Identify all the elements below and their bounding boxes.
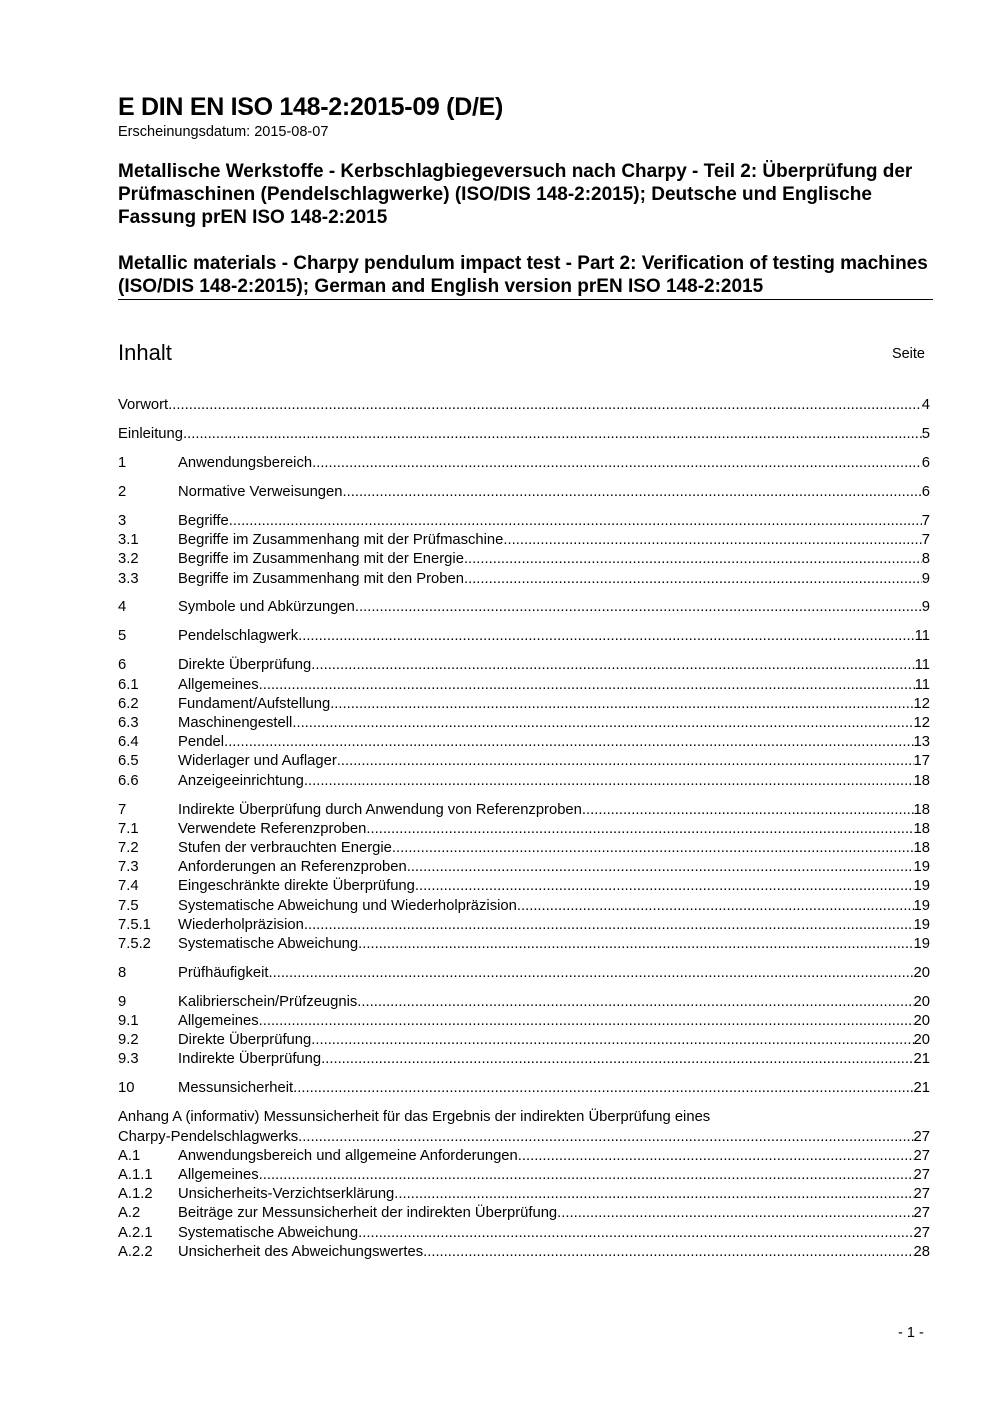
toc-entry-line [178, 1012, 930, 1031]
toc-entry[interactable] [118, 1031, 930, 1050]
toc-dot-leader [224, 733, 913, 752]
toc-entry[interactable] [118, 425, 930, 444]
toc-entry-page: 9 [921, 570, 930, 587]
toc-entry-number: 1 [118, 454, 127, 471]
toc-entry[interactable] [118, 1224, 930, 1243]
toc-entry-number: 8 [118, 964, 127, 981]
toc-entry-line [178, 454, 930, 473]
toc-dot-leader [366, 820, 913, 839]
toc-entry-number: A.2 [118, 1205, 141, 1222]
toc-dot-leader [311, 656, 914, 675]
toc-dot-leader [423, 1243, 913, 1262]
toc-entry-title: Begriffe im Zusammenhang mit den Proben [178, 570, 464, 587]
german-title: Metallische Werkstoffe - Kerbschlagbiegeversuch nach Charpy - Teil 2: Überprüfung der Prüfmaschinen (Pendelschlagwerke) (ISO/DIS 148-2:2015); Deutsche und Englische Fassung prEN ISO 148-2:2015 [118, 161, 913, 228]
toc-dot-leader [293, 1079, 913, 1098]
toc-entry-page: 20 [913, 993, 930, 1010]
toc-entry-line [178, 627, 930, 646]
toc-entry-line [178, 801, 930, 820]
toc-dot-leader [355, 598, 922, 617]
toc-entry-line [118, 425, 930, 444]
toc-entry-title: Anzeigeeinrichtung [178, 772, 304, 789]
toc-entry[interactable] [118, 801, 930, 820]
toc-entry-number: 5 [118, 628, 127, 645]
toc-entry-title: Beiträge zur Messunsicherheit der indirekten Überprüfung [178, 1205, 558, 1222]
toc-entry[interactable] [118, 993, 930, 1012]
toc-entry-line [178, 598, 930, 617]
toc-entry-line [178, 993, 930, 1012]
toc-dot-leader [168, 396, 922, 415]
toc-entry-number: 6.2 [118, 695, 139, 712]
toc-entry-number: 9 [118, 993, 127, 1010]
toc-dot-leader [557, 1204, 913, 1223]
toc-dot-leader [298, 1128, 913, 1147]
toc-entry-page: 12 [913, 715, 930, 732]
toc-entry-page: 19 [913, 935, 930, 952]
toc-dot-leader [415, 877, 914, 896]
toc-entry-number: 7 [118, 801, 127, 818]
toc-entry-title: Fundament/Aufstellung [178, 695, 331, 712]
toc-entry-page: 20 [913, 1032, 930, 1049]
toc-entry-line [178, 752, 930, 771]
toc-entry-title: Einleitung [118, 425, 183, 442]
toc-entry-number: 3 [118, 512, 127, 529]
toc-entry-line [178, 877, 930, 896]
toc-entry-page: 7 [921, 512, 930, 529]
toc-entry-page: 27 [913, 1186, 930, 1203]
toc-entry-number: 6.6 [118, 772, 139, 789]
toc-entry[interactable] [118, 916, 930, 935]
toc-entry[interactable] [118, 772, 930, 791]
publication-date: Erscheinungsdatum: 2015-08-07 [118, 124, 329, 140]
toc-entry-number: 7.3 [118, 859, 139, 876]
toc-dot-leader [304, 772, 914, 791]
toc-entry-page: 18 [913, 839, 930, 856]
toc-entry-number: 7.2 [118, 839, 139, 856]
toc-entry[interactable] [118, 483, 930, 502]
toc-dot-leader [358, 935, 913, 954]
toc-entry-number: 9.2 [118, 1032, 139, 1049]
document-id-title: E DIN EN ISO 148-2:2015-09 (D/E) [118, 93, 503, 121]
toc-entry-number: 10 [118, 1080, 135, 1097]
toc-dot-leader [312, 454, 922, 473]
toc-entry-title: Direkte Überprüfung [178, 657, 312, 674]
toc-entry[interactable] [118, 695, 930, 714]
toc-entry-page: 4 [921, 397, 930, 413]
toc-entry-line [178, 695, 930, 714]
toc-entry-page: 18 [913, 820, 930, 837]
toc-entry-title: Pendel [178, 734, 225, 751]
toc-entry-page: 27 [913, 1128, 930, 1145]
toc-entry[interactable] [118, 676, 930, 695]
toc-entry-title: Systematische Abweichung [178, 1224, 359, 1241]
toc-dot-leader [392, 839, 914, 858]
toc-entry-number: 7.5 [118, 897, 139, 914]
toc-entry[interactable] [118, 1243, 930, 1262]
toc-dot-leader [464, 570, 922, 589]
toc-entry-number: 7.5.1 [118, 916, 151, 933]
toc-entry[interactable] [118, 1185, 930, 1204]
toc-entry[interactable] [118, 1147, 930, 1166]
toc-entry-title: Pendelschlagwerk [178, 628, 299, 645]
toc-entry-page: 20 [913, 1013, 930, 1030]
toc-entry-title: Systematische Abweichung [178, 935, 359, 952]
toc-entry-title: Normative Verweisungen [178, 483, 343, 500]
toc-entry-page: 27 [913, 1205, 930, 1222]
toc-entry-page: 19 [913, 878, 930, 895]
toc-entry-title: Unsicherheit des Abweichungswertes [178, 1243, 424, 1260]
toc-entry-number: 6 [118, 657, 127, 674]
toc-entry[interactable] [118, 752, 930, 771]
toc-annex-heading[interactable]: Anhang A (informativ) Messunsicherheit für das Ergebnis der indirekten Überprüfung eines [118, 1109, 711, 1126]
toc-entry-title: Anforderungen an Referenzproben [178, 859, 407, 876]
document-page [118, 92, 933, 1262]
toc-entry-number: 6.4 [118, 734, 139, 751]
toc-entry[interactable] [118, 1128, 930, 1147]
toc-entry-page: 28 [913, 1243, 930, 1260]
toc-entry-page: 19 [913, 916, 930, 933]
toc-entry-line [178, 1185, 930, 1204]
toc-entry[interactable] [118, 550, 930, 569]
toc-entry-page: 13 [913, 734, 930, 751]
toc-entry[interactable] [118, 598, 930, 617]
toc-entry[interactable] [118, 1079, 930, 1098]
toc-entry-page: 27 [913, 1166, 930, 1183]
toc-entry-line [178, 1166, 930, 1185]
toc-entry-line [178, 550, 930, 569]
toc-entry-title: Unsicherheits-Verzichtserklärung [178, 1186, 395, 1203]
toc-entry-line [178, 1224, 930, 1243]
toc-entry-page: 7 [921, 532, 930, 549]
toc-entry-title: Verwendete Referenzproben [178, 820, 367, 837]
toc-entry[interactable] [118, 627, 930, 646]
toc-entry-number: 9.1 [118, 1013, 139, 1030]
toc-entry-page: 8 [921, 551, 930, 568]
toc-dot-leader [394, 1185, 913, 1204]
toc-entry-number: 3.1 [118, 532, 139, 549]
toc-entry-line [178, 570, 930, 589]
toc-entry-number: 2 [118, 483, 127, 500]
toc-dot-leader [464, 550, 922, 569]
toc-entry-line [178, 1147, 930, 1166]
toc-entry-line [118, 396, 930, 415]
toc-entry-title: Stufen der verbrauchten Energie [178, 839, 392, 856]
toc-dot-leader [582, 801, 914, 820]
toc-dot-leader [292, 714, 913, 733]
toc-entry-title: Systematische Abweichung und Wiederholpräzision [178, 897, 517, 914]
toc-entry-page: 19 [913, 897, 930, 914]
toc-entry-number: A.1.1 [118, 1166, 153, 1183]
toc-entry-line [178, 714, 930, 733]
toc-entry-line [178, 733, 930, 752]
toc-dot-leader [358, 1224, 913, 1243]
toc-entry-line [178, 1050, 930, 1069]
toc-entry-number: A.1.2 [118, 1186, 153, 1203]
toc-entry[interactable] [118, 714, 930, 733]
toc-dot-leader [517, 897, 914, 916]
toc-entry-line [118, 1128, 930, 1147]
toc-dot-leader [357, 993, 913, 1012]
toc-entry-line [178, 858, 930, 877]
toc-dot-leader [259, 676, 915, 695]
toc-entry-title: Begriffe im Zusammenhang mit der Prüfmaschine [178, 532, 504, 549]
toc-entry-line [178, 676, 930, 695]
toc-dot-leader [343, 483, 922, 502]
toc-entry-number: A.2.2 [118, 1243, 153, 1260]
toc-entry[interactable] [118, 512, 930, 531]
toc-dot-leader [268, 964, 913, 983]
toc-entry-number: 6.5 [118, 753, 139, 770]
toc-dot-leader [259, 1012, 914, 1031]
toc-entry-page: 6 [921, 483, 930, 500]
toc-entry-page: 12 [913, 695, 930, 712]
toc-entry-page: 9 [921, 599, 930, 616]
toc-entry-title: Allgemeines [178, 676, 259, 693]
toc-entry-page: 27 [913, 1224, 930, 1241]
toc-entry[interactable] [118, 570, 930, 589]
toc-entry-line [178, 1243, 930, 1262]
toc-entry[interactable] [118, 935, 930, 954]
toc-entry-line [178, 916, 930, 935]
toc-entry-line [178, 820, 930, 839]
toc-entry-number: 3.2 [118, 551, 139, 568]
toc-dot-leader [183, 425, 922, 444]
toc-entry-page: 19 [913, 859, 930, 876]
toc-entry-title: Vorwort [118, 397, 169, 413]
toc-dot-leader [304, 916, 914, 935]
toc-dot-leader [298, 627, 915, 646]
toc-entry-page: 11 [914, 628, 930, 645]
toc-entry-line [178, 531, 930, 550]
toc-entry-title: Symbole und Abkürzungen [178, 599, 355, 616]
toc-entry[interactable] [118, 839, 930, 858]
toc-entry-title: Begriffe [178, 512, 229, 529]
toc-entry-number: A.1 [118, 1147, 141, 1164]
toc-entry[interactable] [118, 964, 930, 983]
toc-entry-title: Begriffe im Zusammenhang mit der Energie [178, 551, 464, 568]
toc-entry-title: Indirekte Überprüfung durch Anwendung von Referenzproben [178, 801, 582, 818]
toc-entry-page: 18 [913, 801, 930, 818]
toc-entry-title: Maschinengestell [178, 715, 293, 732]
toc-entry-title: Messunsicherheit [178, 1080, 294, 1097]
toc-entry-title: Prüfhäufigkeit [178, 964, 269, 981]
toc-entry[interactable] [118, 733, 930, 752]
toc-entry-number: 7.5.2 [118, 935, 151, 952]
toc-entry-page: 20 [913, 964, 930, 981]
toc-entry-line [178, 512, 930, 531]
toc-dot-leader [503, 531, 921, 550]
toc-entry-line [178, 935, 930, 954]
toc-entry-page: 5 [921, 425, 930, 442]
toc-entry[interactable] [118, 454, 930, 473]
toc-entry[interactable] [118, 1204, 930, 1223]
toc-entry-number: 6.3 [118, 715, 139, 732]
toc-page-column-label: Seite [891, 346, 925, 362]
toc-entry-number: 6.1 [118, 676, 139, 693]
toc-entry-line [178, 1079, 930, 1098]
toc-entry-title: Anwendungsbereich [178, 454, 313, 471]
toc-entry-title: Charpy-Pendelschlagwerks [118, 1128, 299, 1145]
toc-entry-title: Allgemeines [178, 1013, 259, 1030]
toc-entry[interactable] [118, 897, 930, 916]
toc-entry-title: Direkte Überprüfung [178, 1032, 312, 1049]
toc-entry-number: 7.1 [118, 820, 139, 837]
toc-entry[interactable] [118, 820, 930, 839]
table-of-contents [118, 396, 933, 1262]
toc-entry[interactable] [118, 877, 930, 896]
toc-dot-leader [229, 512, 922, 531]
toc-entry-page: 17 [913, 753, 930, 770]
toc-header [118, 340, 933, 364]
english-title: Metallic materials - Charpy pendulum impact test - Part 2: Verification of testing machines (ISO/DIS 148-2:2015); German and English version prEN ISO 148-2:2015 [118, 253, 928, 297]
toc-entry[interactable] [118, 396, 930, 415]
toc-dot-leader [337, 752, 914, 771]
toc-entry[interactable] [118, 656, 930, 675]
toc-entry[interactable] [118, 1166, 930, 1185]
toc-dot-leader [311, 1031, 913, 1050]
toc-title: Inhalt [118, 340, 172, 365]
toc-entry-title: Widerlager und Auflager [178, 753, 337, 770]
toc-entry-page: 6 [921, 454, 930, 471]
toc-entry-title: Anwendungsbereich und allgemeine Anforderungen [178, 1147, 518, 1164]
toc-entry-number: A.2.1 [118, 1224, 153, 1241]
toc-entry-number: 4 [118, 599, 127, 616]
toc-entry-page: 21 [913, 1080, 930, 1097]
toc-entry[interactable] [118, 1050, 930, 1069]
toc-entry-page: 18 [913, 772, 930, 789]
toc-dot-leader [259, 1166, 914, 1185]
toc-entry-line [178, 1031, 930, 1050]
toc-entry-number: 7.4 [118, 878, 139, 895]
toc-entry[interactable] [118, 531, 930, 550]
toc-entry-title: Indirekte Überprüfung [178, 1051, 322, 1068]
toc-entry-line [178, 772, 930, 791]
toc-entry-page: 27 [913, 1147, 930, 1164]
toc-entry-line [178, 964, 930, 983]
toc-entry-line [178, 897, 930, 916]
toc-entry-page: 21 [913, 1051, 930, 1068]
toc-dot-leader [518, 1147, 914, 1166]
toc-entry-page: 11 [914, 676, 930, 693]
toc-entry-title: Eingeschränkte direkte Überprüfung [178, 878, 415, 895]
toc-entry-title: Allgemeines [178, 1166, 259, 1183]
toc-entry-line [178, 656, 930, 675]
page-number: - 1 - [898, 1325, 924, 1341]
toc-entry-number: 9.3 [118, 1051, 139, 1068]
toc-entry-title: Wiederholpräzision [178, 916, 304, 933]
toc-entry[interactable] [118, 858, 930, 877]
toc-entry-title: Kalibrierschein/Prüfzeugnis [178, 993, 358, 1010]
toc-entry-page: 11 [914, 657, 930, 674]
toc-dot-leader [330, 695, 913, 714]
toc-entry-line [178, 839, 930, 858]
toc-entry[interactable] [118, 1012, 930, 1031]
toc-entry-line [178, 483, 930, 502]
title-divider [118, 299, 933, 300]
toc-dot-leader [321, 1050, 913, 1069]
toc-entry-number: 3.3 [118, 570, 139, 587]
toc-entry-line [178, 1204, 930, 1223]
toc-dot-leader [407, 858, 914, 877]
